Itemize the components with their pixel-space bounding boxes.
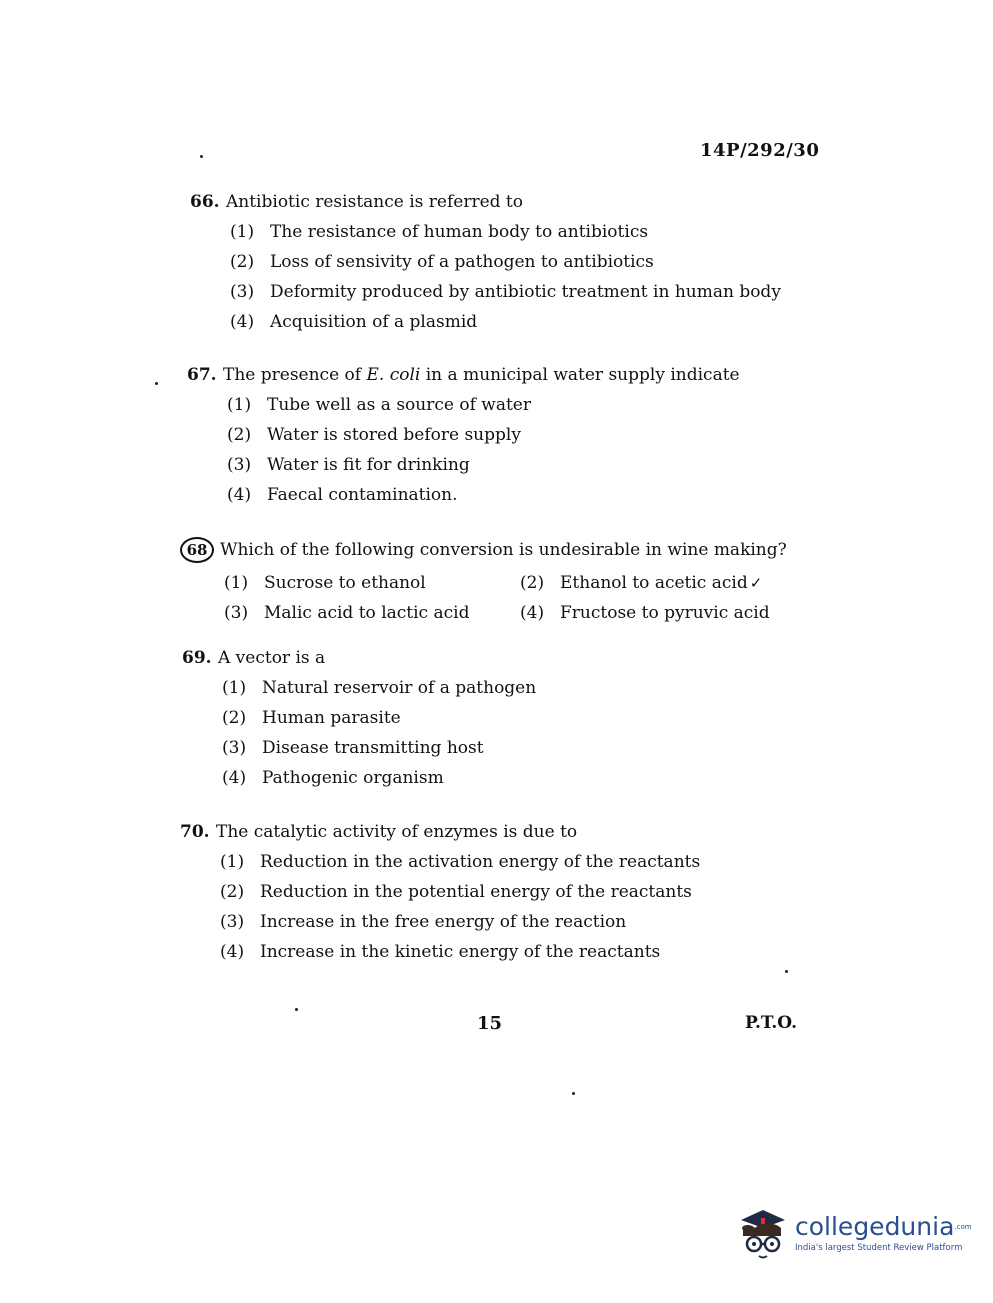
option-number: (4)	[220, 942, 245, 962]
option-number: (4)	[230, 312, 255, 332]
option-3	[227, 455, 740, 475]
option-number: (1)	[220, 852, 245, 872]
scan-speck	[295, 1008, 298, 1011]
scan-speck	[155, 382, 158, 385]
option-text: Loss of sensivity of a pathogen to antibiotics	[270, 252, 654, 272]
option-3	[224, 603, 520, 623]
option-number: (3)	[227, 455, 252, 475]
option-text: Fructose to pyruvic acid	[560, 603, 770, 623]
option-1	[224, 573, 520, 593]
brand-suffix: .com	[954, 1223, 972, 1231]
option-2	[220, 882, 700, 902]
option-2	[222, 708, 536, 728]
option-2	[227, 425, 740, 445]
question-text: A vector is a	[218, 648, 326, 668]
option-1	[230, 222, 781, 242]
option-number: (1)	[224, 573, 249, 593]
option-text: Increase in the free energy of the reaction	[260, 912, 627, 932]
option-4	[220, 942, 700, 962]
option-text: Faecal contamination.	[267, 485, 458, 505]
option-4	[227, 485, 740, 505]
option-number: (1)	[230, 222, 255, 242]
option-number: (2)	[227, 425, 252, 445]
question-number: 69.	[182, 648, 212, 668]
option-4	[520, 603, 820, 623]
option-1	[222, 678, 536, 698]
option-number: (3)	[224, 603, 249, 623]
option-4	[230, 312, 781, 332]
question-text: The catalytic activity of enzymes is due to	[216, 822, 578, 842]
question-text: The presence of E. coli in a municipal water supply indicate	[223, 365, 740, 385]
circled-question-number: 68	[180, 537, 214, 563]
option-3	[220, 912, 700, 932]
question-67	[187, 365, 740, 505]
option-number: (4)	[227, 485, 252, 505]
question-66	[190, 192, 781, 332]
option-text: Human parasite	[262, 708, 401, 728]
option-text: Ethanol to acetic acid	[560, 573, 748, 593]
option-2	[230, 252, 781, 272]
option-2	[520, 573, 820, 593]
option-text: Acquisition of a plasmid	[270, 312, 478, 332]
option-4	[222, 768, 536, 788]
option-1	[220, 852, 700, 872]
question-number: 67.	[187, 365, 217, 385]
option-number: (4)	[222, 768, 247, 788]
option-text: Increase in the kinetic energy of the reactants	[260, 942, 661, 962]
scan-speck	[572, 1092, 575, 1095]
option-3	[222, 738, 536, 758]
paper-code: 14P/292/30	[700, 140, 820, 161]
brand-name: collegedunia$^{.com}$	[795, 1212, 972, 1241]
question-69	[182, 648, 536, 788]
option-text: Natural reservoir of a pathogen	[262, 678, 537, 698]
option-1	[227, 395, 740, 415]
mascot-logo-icon	[735, 1204, 791, 1262]
question-70	[180, 822, 700, 962]
option-text: Reduction in the activation energy of the reactants	[260, 852, 701, 872]
option-number: (2)	[230, 252, 255, 272]
option-number: (1)	[222, 678, 247, 698]
option-text: Reduction in the potential energy of the reactants	[260, 882, 692, 902]
option-3	[230, 282, 781, 302]
option-text: Tube well as a source of water	[267, 395, 531, 415]
italic-organism: E. coli	[366, 365, 421, 385]
option-text: Water is fit for drinking	[267, 455, 470, 475]
question-text: Antibiotic resistance is referred to	[226, 192, 523, 212]
question-number: 66.	[190, 192, 220, 212]
option-number: (3)	[222, 738, 247, 758]
scan-speck	[200, 155, 203, 158]
option-text: Pathogenic organism	[262, 768, 444, 788]
option-text: Disease transmitting host	[262, 738, 484, 758]
collegedunia-watermark	[735, 1198, 972, 1268]
question-number: 70.	[180, 822, 210, 842]
pto-label: P.T.O.	[745, 1013, 797, 1033]
option-number: (3)	[220, 912, 245, 932]
option-number: (2)	[220, 882, 245, 902]
option-text: The resistance of human body to antibiotics	[270, 222, 649, 242]
question-68	[180, 537, 820, 623]
question-text: Which of the following conversion is undesirable in wine making?	[220, 540, 787, 560]
scan-speck	[785, 970, 788, 973]
option-number: (3)	[230, 282, 255, 302]
option-number: (2)	[520, 573, 545, 593]
option-text: Water is stored before supply	[267, 425, 521, 445]
option-text: Deformity produced by antibiotic treatment in human body	[270, 282, 781, 302]
brand-tagline: India's largest Student Review Platform	[795, 1243, 963, 1253]
page-number: 15	[477, 1013, 503, 1034]
option-number: (2)	[222, 708, 247, 728]
option-number: (4)	[520, 603, 545, 623]
option-text: Sucrose to ethanol	[264, 573, 426, 593]
option-number: (1)	[227, 395, 252, 415]
option-text: Malic acid to lactic acid	[264, 603, 470, 623]
handwritten-tick-mark: ✓	[749, 574, 763, 592]
